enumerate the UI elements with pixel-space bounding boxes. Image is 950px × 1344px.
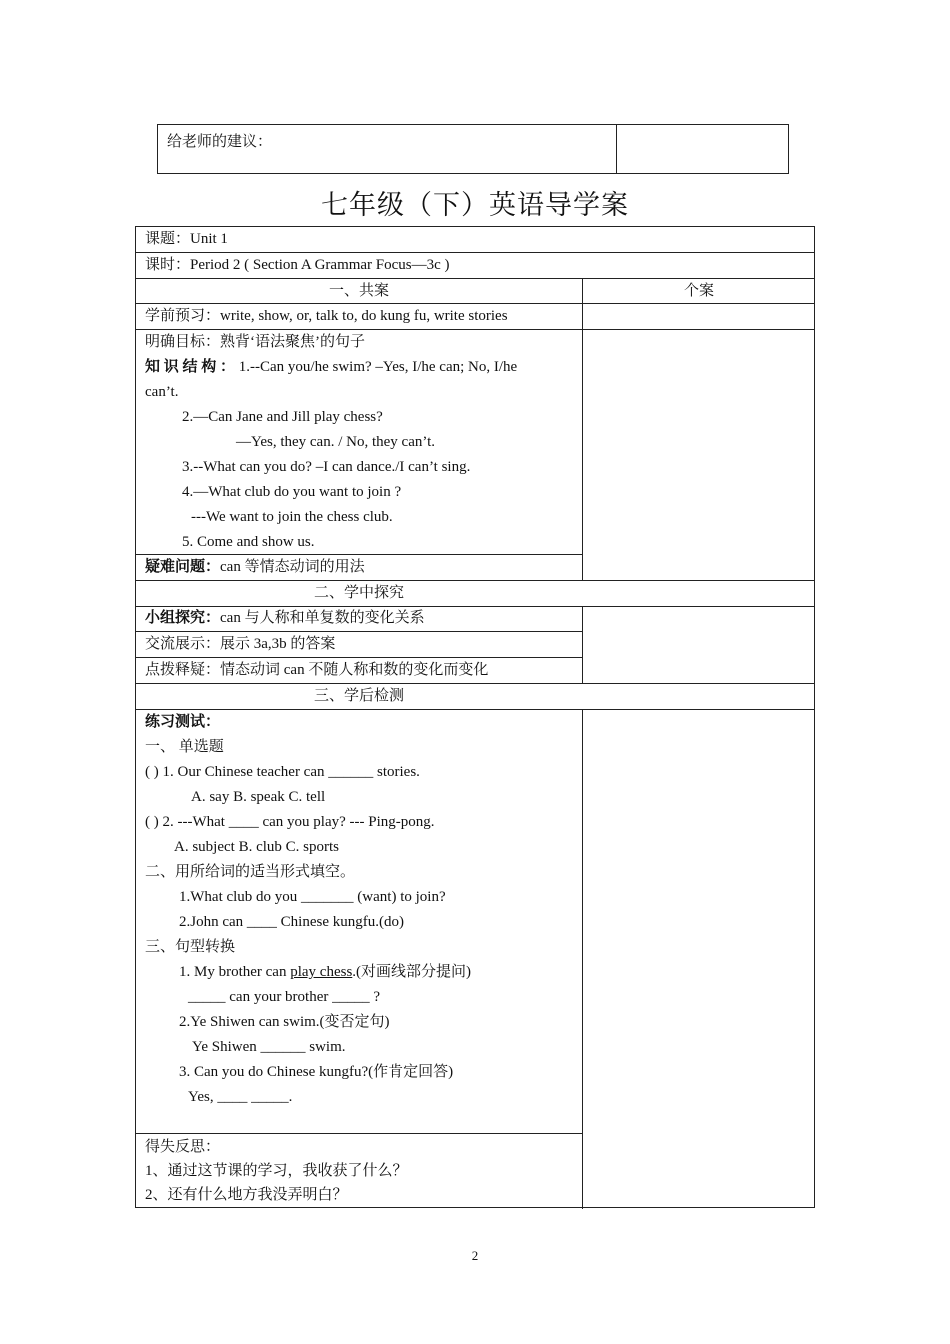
topic-cell: 课题：Unit 1 — [145, 231, 228, 247]
row-divider — [136, 252, 814, 253]
individual-plan-heading: 个案 — [683, 283, 714, 299]
reflection-question: 1、通过这节课的学习，我收获了什么？ — [145, 1163, 408, 1179]
reflection-question: 2、还有什么地方我没弄明白？ — [145, 1187, 348, 1203]
knowledge-line: 4.—What club do you want to join ? — [182, 484, 402, 500]
document-title: 七年级（下）英语导学案 — [321, 190, 629, 220]
practice-options: A. say B. speak C. tell — [191, 789, 326, 805]
practice-part2-title: 二、用所给词的适当形式填空。 — [145, 864, 356, 880]
teacher-suggestion-label: 给老师的建议： — [167, 134, 273, 150]
knowledge-line: 5. Come and show us. — [182, 534, 315, 550]
practice-answer-blank: _____ can your brother _____ ? — [188, 989, 381, 1005]
practice-answer-blank: Ye Shiwen ______ swim. — [192, 1039, 346, 1055]
row-divider — [136, 303, 814, 304]
difficulty-label: 疑难问题： — [145, 559, 221, 575]
middle-section-heading: 二、学中探究 — [313, 585, 404, 601]
goal-cell: 明确目标：熟背‘语法聚焦’的句子 — [145, 334, 365, 350]
reflection-title: 得失反思： — [145, 1139, 221, 1155]
practice-question: ( ) 2. ---What ____ can you play? --- Ping-pong. — [145, 814, 435, 830]
practice-part3-title: 三、句型转换 — [145, 939, 236, 955]
period-cell: 课时：Period 2 ( Section A Grammar Focus—3c ) — [145, 257, 450, 273]
practice-answer-blank: Yes, ____ _____. — [188, 1089, 293, 1105]
practice-options: A. subject B. club C. sports — [174, 839, 339, 855]
row-divider — [136, 580, 814, 581]
difficulty-text: can 等情态动词的用法 — [220, 559, 365, 575]
row-divider — [136, 1133, 582, 1134]
row-divider — [136, 554, 582, 555]
column-divider — [582, 709, 583, 1209]
knowledge-line: ---We want to join the chess club. — [191, 509, 393, 525]
underlined-phrase: play chess — [290, 964, 353, 980]
explain-cell: 点拨释疑：情态动词 can 不随人称和数的变化而变化 — [145, 662, 489, 678]
row-divider — [136, 657, 582, 658]
knowledge-line: 3.--What can you do? –I can dance./I can’t sing. — [182, 459, 471, 475]
knowledge-line: 2.—Can Jane and Jill play chess? — [182, 409, 383, 425]
group-explore-cell — [145, 608, 425, 628]
practice-question: 2.John can ____ Chinese kungfu.(do) — [179, 914, 404, 930]
preview-cell: 学前预习：write, show, or, talk to, do kung fu, write stories — [145, 308, 508, 324]
exchange-cell: 交流展示：展示 3a,3b 的答案 — [145, 636, 336, 652]
knowledge-line-1 — [145, 357, 517, 377]
practice-question: 2.Ye Shiwen can swim.(变否定句) — [179, 1014, 390, 1030]
practice-question: 1.What club do you _______ (want) to join? — [179, 889, 446, 905]
question-text: 1. My brother can — [179, 964, 291, 980]
page-number: 2 — [471, 1248, 479, 1263]
knowledge-q1: 1.--Can you/he swim? –Yes, I/he can; No, I/he — [235, 359, 518, 375]
practice-question: ( ) 1. Our Chinese teacher can ______ stories. — [145, 764, 420, 780]
column-divider — [582, 278, 583, 580]
question-text: .(对画线部分提问) — [352, 964, 472, 980]
row-divider — [136, 278, 814, 279]
practice-part1-title: 一、 单选题 — [145, 739, 224, 755]
row-divider — [136, 329, 814, 330]
suggestion-box-divider — [616, 125, 617, 173]
practice-label: 练习测试： — [145, 714, 221, 730]
after-section-heading: 三、学后检测 — [313, 688, 404, 704]
row-divider — [136, 683, 814, 684]
row-divider — [136, 606, 814, 607]
row-divider — [136, 631, 582, 632]
practice-question — [179, 962, 471, 982]
column-divider — [582, 606, 583, 683]
practice-question: 3. Can you do Chinese kungfu?(作肯定回答) — [179, 1064, 454, 1080]
group-explore-text: can 与人称和单复数的变化关系 — [220, 610, 425, 626]
difficulty-cell — [145, 557, 365, 577]
knowledge-line-1-cont: can’t. — [145, 384, 179, 400]
knowledge-line: —Yes, they can. / No, they can’t. — [236, 434, 435, 450]
row-divider — [136, 709, 814, 710]
knowledge-label: 知 识 结 构 ： — [145, 359, 236, 375]
group-explore-label: 小组探究： — [145, 610, 221, 626]
shared-plan-heading: 一、共案 — [328, 283, 389, 299]
teacher-suggestion-box — [157, 124, 789, 174]
study-guide-table — [135, 226, 815, 1208]
